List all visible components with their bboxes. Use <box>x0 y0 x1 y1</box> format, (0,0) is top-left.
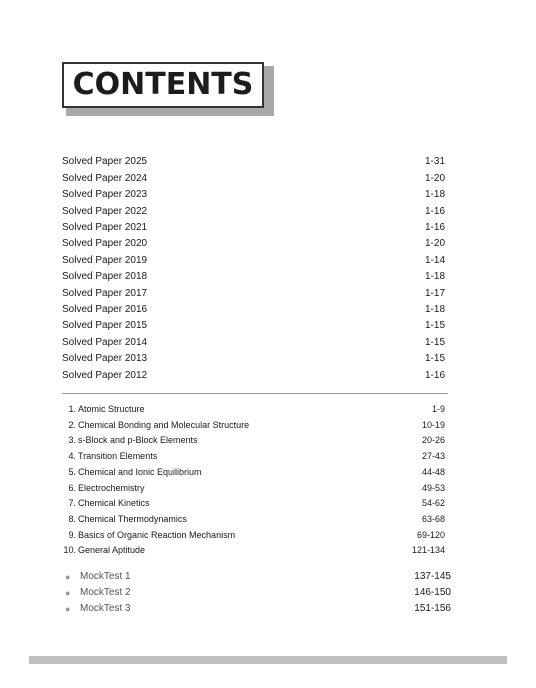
toc-row <box>0 171 536 187</box>
chapter-row <box>0 448 536 464</box>
chapter-number: 9. <box>68 530 76 540</box>
toc-row-label: Solved Paper 2023 <box>62 189 148 200</box>
toc-row-pages: 1-14 <box>424 255 445 266</box>
chapter-pages: 69-120 <box>416 530 445 540</box>
chapter-number: 6. <box>68 483 76 493</box>
chapter-number: 4. <box>68 451 76 461</box>
chapter-title: Chemical Bonding and Molecular Structure <box>78 420 250 430</box>
chapter-title: Transition Elements <box>78 451 158 461</box>
chapter-title: Chemical Thermodynamics <box>78 514 187 524</box>
chapter-number: 10. <box>63 545 76 555</box>
toc-row-pages: 1-16 <box>424 370 445 381</box>
title-box <box>62 62 264 108</box>
toc-row-label: Solved Paper 2015 <box>62 320 148 331</box>
toc-row-label: Solved Paper 2012 <box>62 370 148 381</box>
toc-row <box>0 318 536 334</box>
toc-row-label: Solved Paper 2019 <box>62 255 148 266</box>
toc-row-pages: 1-16 <box>424 222 445 233</box>
toc-row-pages: 1-17 <box>424 288 445 299</box>
chapter-row <box>0 432 536 448</box>
chapter-row <box>0 464 536 480</box>
toc-row <box>0 204 536 220</box>
chapter-number: 3. <box>68 435 76 445</box>
chapter-title: Atomic Structure <box>78 404 145 414</box>
toc-row-label: Solved Paper 2020 <box>62 238 148 249</box>
chapter-pages: 20-26 <box>421 435 445 445</box>
chapter-number: 1. <box>68 404 76 414</box>
toc-row <box>0 253 536 269</box>
mock-test-label: MockTest 3 <box>80 603 131 614</box>
toc-row-pages: 1-18 <box>424 189 445 200</box>
toc-row-pages: 1-15 <box>424 337 445 348</box>
mock-test-label: MockTest 2 <box>80 587 131 598</box>
mock-test-row <box>0 569 536 585</box>
mock-test-pages: 151-156 <box>414 603 451 614</box>
chapter-row <box>0 495 536 511</box>
bottom-bar <box>29 656 507 664</box>
chapter-row <box>0 401 536 417</box>
toc-row-pages: 1-15 <box>424 320 445 331</box>
chapter-pages: 1-9 <box>431 404 445 414</box>
toc-row <box>0 351 536 367</box>
toc-row-pages: 1-16 <box>424 206 445 217</box>
chapter-pages: 49-53 <box>421 483 445 493</box>
chapter-pages: 27-43 <box>421 451 445 461</box>
toc-row-label: Solved Paper 2025 <box>62 156 148 167</box>
mock-test-row <box>0 585 536 601</box>
chapter-number: 7. <box>68 498 76 508</box>
toc-row-label: Solved Paper 2022 <box>62 206 148 217</box>
toc-row-label: Solved Paper 2024 <box>62 173 148 184</box>
toc-row-pages: 1-15 <box>424 353 445 364</box>
mock-test-pages: 137-145 <box>414 571 451 582</box>
bullet-icon: ● <box>65 572 71 582</box>
chapter-pages: 63-68 <box>421 514 445 524</box>
chapter-pages: 121-134 <box>411 545 445 555</box>
toc-row-label: Solved Paper 2021 <box>62 222 148 233</box>
toc-row-pages: 1-18 <box>424 271 445 282</box>
toc-row-pages: 1-20 <box>424 173 445 184</box>
toc-row <box>0 154 536 170</box>
toc-row-pages: 1-20 <box>424 238 445 249</box>
contents-title-block <box>62 62 272 116</box>
chapter-title: General Aptitude <box>78 545 146 555</box>
chapter-row <box>0 480 536 496</box>
page-title: CONTENTS <box>72 67 254 102</box>
bullet-icon: ● <box>65 588 71 598</box>
toc-row <box>0 335 536 351</box>
toc-row <box>0 286 536 302</box>
toc-row-label: Solved Paper 2013 <box>62 353 148 364</box>
chapter-number: 5. <box>68 467 76 477</box>
chapter-row <box>0 527 536 543</box>
toc-row-pages: 1-18 <box>424 304 445 315</box>
chapter-title: s-Block and p-Block Elements <box>78 435 198 445</box>
toc-row <box>0 269 536 285</box>
bullet-icon: ● <box>65 604 71 614</box>
chapter-title: Electrochemistry <box>78 483 145 493</box>
mock-test-pages: 146-150 <box>414 587 451 598</box>
toc-row <box>0 220 536 236</box>
toc-row <box>0 236 536 252</box>
toc-row-label: Solved Paper 2017 <box>62 288 148 299</box>
toc-row-pages: 1-31 <box>424 156 445 167</box>
toc-row-label: Solved Paper 2016 <box>62 304 148 315</box>
chapter-title: Chemical and Ionic Equilibrium <box>78 467 202 477</box>
mock-test-row <box>0 601 536 617</box>
chapter-row <box>0 417 536 433</box>
chapter-number: 2. <box>68 420 76 430</box>
chapter-title: Basics of Organic Reaction Mechanism <box>78 530 236 540</box>
toc-row <box>0 187 536 203</box>
chapter-pages: 54-62 <box>421 498 445 508</box>
chapter-number: 8. <box>68 514 76 524</box>
mock-test-label: MockTest 1 <box>80 571 131 582</box>
toc-row-label: Solved Paper 2018 <box>62 271 148 282</box>
chapter-pages: 44-48 <box>421 467 445 477</box>
toc-row <box>0 368 536 384</box>
chapter-row <box>0 542 536 558</box>
chapter-row <box>0 511 536 527</box>
section-divider <box>62 393 448 394</box>
chapter-pages: 10-19 <box>421 420 445 430</box>
toc-row-label: Solved Paper 2014 <box>62 337 148 348</box>
toc-row <box>0 302 536 318</box>
chapter-title: Chemical Kinetics <box>78 498 150 508</box>
